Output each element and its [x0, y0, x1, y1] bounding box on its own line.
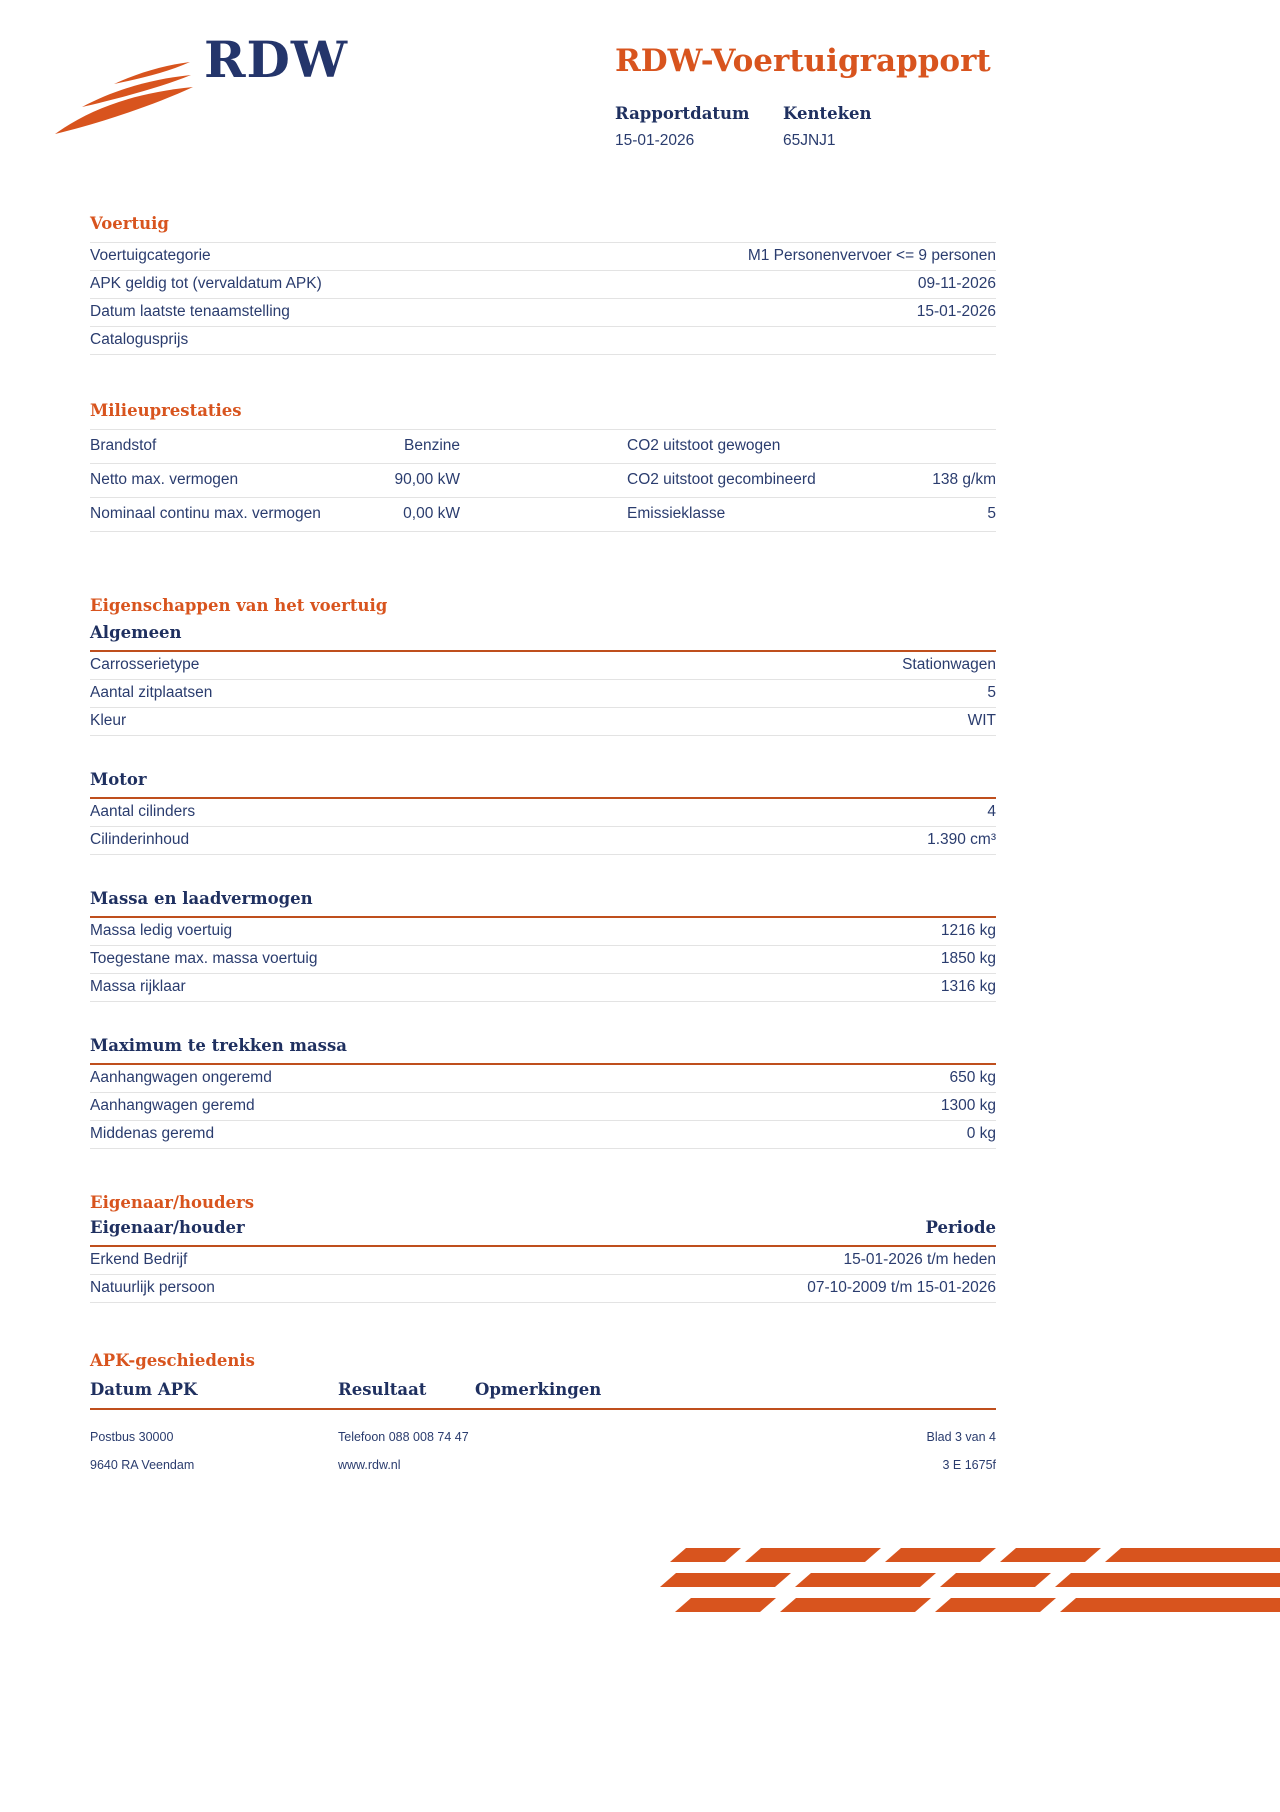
table-row — [90, 680, 996, 708]
footer-contact — [338, 1428, 738, 1484]
page-header — [90, 0, 996, 196]
section-heading: Eigenschappen van het voertuig — [90, 596, 388, 615]
rdw-logo-swoosh-icon — [54, 60, 194, 136]
row-label: Voertuigcategorie — [90, 247, 211, 264]
table-row — [90, 1065, 996, 1093]
row-value: 0,00 kW — [403, 505, 460, 522]
row-label: APK geldig tot (vervaldatum APK) — [90, 275, 322, 292]
row-value: 90,00 kW — [394, 471, 460, 488]
table-row — [90, 974, 996, 1002]
group-motor — [90, 770, 996, 855]
row-value: 4 — [987, 803, 996, 820]
page-footer — [90, 1428, 996, 1484]
row-label: Toegestane max. massa voertuig — [90, 950, 318, 967]
table-row — [90, 271, 996, 299]
section-heading: Voertuig — [90, 214, 169, 233]
column-header-datum-apk: Datum APK — [90, 1380, 198, 1399]
row-label: Aanhangwagen ongeremd — [90, 1069, 272, 1086]
row-value: 5 — [987, 505, 996, 522]
table-row — [90, 1247, 996, 1275]
row-value: 1316 kg — [940, 978, 996, 995]
group-heading: Motor — [90, 770, 996, 799]
row-value: 15-01-2026 — [916, 303, 996, 320]
footer-phone: Telefoon 088 008 74 47 — [338, 1430, 469, 1444]
row-value: 1850 kg — [940, 950, 996, 967]
row-value: WIT — [967, 712, 996, 729]
section-heading: Eigenaar/houders — [90, 1193, 254, 1212]
table-row — [90, 1093, 996, 1121]
group-heading: Massa en laadvermogen — [90, 889, 996, 918]
row-value: 1216 kg — [940, 922, 996, 939]
row-value: 0 kg — [966, 1125, 996, 1142]
report-meta — [615, 104, 996, 150]
group-algemeen — [90, 623, 996, 736]
license-plate-value: 65JNJ1 — [783, 132, 836, 150]
report-date-block — [615, 104, 783, 150]
row-value: 07-10-2009 t/m 15-01-2026 — [807, 1279, 996, 1296]
group-heading: Maximum te trekken massa — [90, 1036, 996, 1065]
footer-address — [90, 1428, 338, 1484]
section-heading: APK-geschiedenis — [90, 1351, 255, 1370]
table-row — [90, 299, 996, 327]
section-eigenschappen — [90, 596, 996, 1149]
row-value: 09-11-2026 — [917, 275, 996, 292]
footer-form-code: 3 E 1675f — [942, 1458, 996, 1472]
column-header-period: Periode — [925, 1218, 996, 1237]
row-value: 15-01-2026 t/m heden — [843, 1251, 996, 1268]
row-label: Aanhangwagen geremd — [90, 1097, 255, 1114]
section-heading: Milieuprestaties — [90, 401, 242, 420]
footer-address-line: 9640 RA Veendam — [90, 1458, 195, 1472]
table-row — [90, 1121, 996, 1149]
table-row — [90, 243, 996, 271]
table-row — [90, 464, 996, 498]
row-label: CO2 uitstoot gecombineerd — [627, 471, 816, 488]
table-row — [90, 652, 996, 680]
table-row — [90, 946, 996, 974]
row-value: 138 g/km — [932, 471, 996, 488]
report-date-value: 15-01-2026 — [615, 132, 695, 150]
row-value: Benzine — [403, 437, 460, 454]
footer-page-info — [738, 1428, 996, 1484]
row-label: Aantal zitplaatsen — [90, 684, 213, 701]
section-milieuprestaties — [90, 401, 996, 532]
rdw-wordmark: RDW — [204, 30, 349, 89]
row-label: Middenas geremd — [90, 1125, 215, 1142]
column-header-opmerkingen: Opmerkingen — [475, 1380, 602, 1399]
report-date-label: Rapportdatum — [615, 104, 750, 124]
row-label: Massa ledig voertuig — [90, 922, 233, 939]
column-header-resultaat: Resultaat — [338, 1380, 427, 1399]
milieu-rows — [90, 429, 996, 532]
page-title: RDW-Voertuigrapport — [615, 43, 991, 79]
voertuig-rows — [90, 242, 996, 355]
row-label: Nominaal continu max. vermogen — [90, 505, 321, 522]
rdw-logo — [54, 30, 384, 140]
column-header-owner: Eigenaar/houder — [90, 1218, 245, 1237]
apk-table-header — [90, 1380, 996, 1410]
row-label: Massa rijklaar — [90, 978, 186, 995]
group-heading: Algemeen — [90, 623, 996, 652]
footer-stripes-graphic — [660, 1548, 1280, 1612]
row-label: Emissieklasse — [627, 505, 726, 522]
section-eigenaar-houders — [90, 1193, 996, 1303]
group-maximum-trekken-massa — [90, 1036, 996, 1149]
table-row — [90, 827, 996, 855]
row-label: Erkend Bedrijf — [90, 1251, 188, 1268]
table-row — [90, 918, 996, 946]
section-apk-geschiedenis — [90, 1351, 996, 1410]
row-label: Datum laatste tenaamstelling — [90, 303, 290, 320]
table-row — [90, 498, 996, 532]
row-label: Brandstof — [90, 437, 157, 454]
footer-website: www.rdw.nl — [338, 1458, 401, 1472]
header-right — [615, 44, 996, 150]
row-value: M1 Personenvervoer <= 9 personen — [747, 247, 996, 264]
row-label: CO2 uitstoot gewogen — [627, 437, 781, 454]
group-massa-laadvermogen — [90, 889, 996, 1002]
row-value: 650 kg — [949, 1069, 996, 1086]
row-label: Carrosserietype — [90, 656, 200, 673]
license-plate-label: Kenteken — [783, 104, 872, 124]
row-label: Aantal cilinders — [90, 803, 196, 820]
row-value: 5 — [987, 684, 996, 701]
owner-table-header — [90, 1218, 996, 1247]
row-label: Cilinderinhoud — [90, 831, 190, 848]
table-row — [90, 1275, 996, 1303]
table-row — [90, 430, 996, 464]
document-page — [90, 0, 996, 1410]
section-voertuig — [90, 214, 996, 355]
row-value: 1.390 cm³ — [927, 831, 996, 848]
table-row — [90, 708, 996, 736]
footer-address-line: Postbus 30000 — [90, 1430, 174, 1444]
row-label: Kleur — [90, 712, 127, 729]
row-label: Natuurlijk persoon — [90, 1279, 215, 1296]
row-label: Netto max. vermogen — [90, 471, 239, 488]
row-label: Catalogusprijs — [90, 331, 189, 348]
footer-page-number: Blad 3 van 4 — [926, 1430, 996, 1444]
license-plate-block — [783, 104, 951, 150]
row-value: 1300 kg — [940, 1097, 996, 1114]
table-row — [90, 799, 996, 827]
table-row — [90, 327, 996, 355]
row-value: Stationwagen — [902, 656, 996, 673]
